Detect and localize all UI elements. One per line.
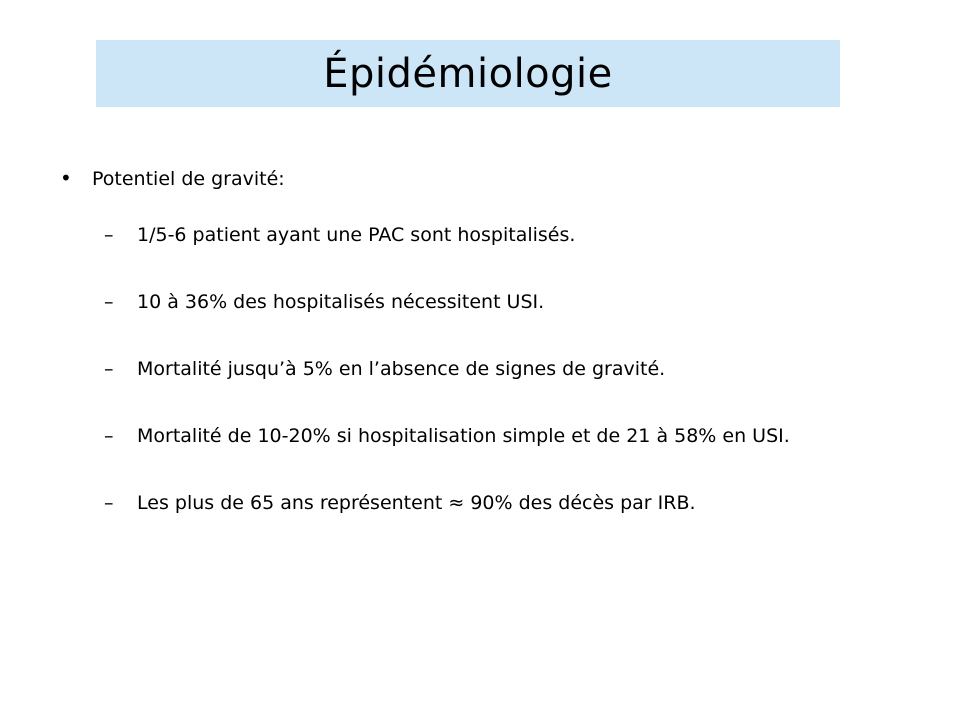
dash-marker: – [104,224,114,246]
sub-item [104,291,920,313]
dash-marker: – [104,425,114,447]
sub-list [60,224,920,514]
dash-marker: – [104,492,114,514]
title-banner [96,40,840,107]
dash-marker: – [104,291,114,313]
sub-item [104,358,920,380]
slide-content [60,166,920,514]
sub-item [104,224,920,246]
sub-item-text: 1/5-6 patient ayant une PAC sont hospitalisés. [137,224,576,246]
sub-item [104,425,920,447]
bullet-item [60,166,920,191]
sub-item [104,492,920,514]
slide-title: Épidémiologie [323,50,613,97]
sub-item-text: 10 à 36% des hospitalisés nécessitent USI. [137,291,545,313]
bullet-text: Potentiel de gravité: [92,168,285,190]
sub-item-text: Mortalité jusqu’à 5% en l’absence de signes de gravité. [137,358,666,380]
dash-marker: – [104,358,114,380]
sub-item-text: Mortalité de 10-20% si hospitalisation simple et de 21 à 58% en USI. [137,425,790,447]
bullet-marker: • [60,166,72,190]
sub-item-text: Les plus de 65 ans représentent ≈ 90% des décès par IRB. [137,492,696,514]
